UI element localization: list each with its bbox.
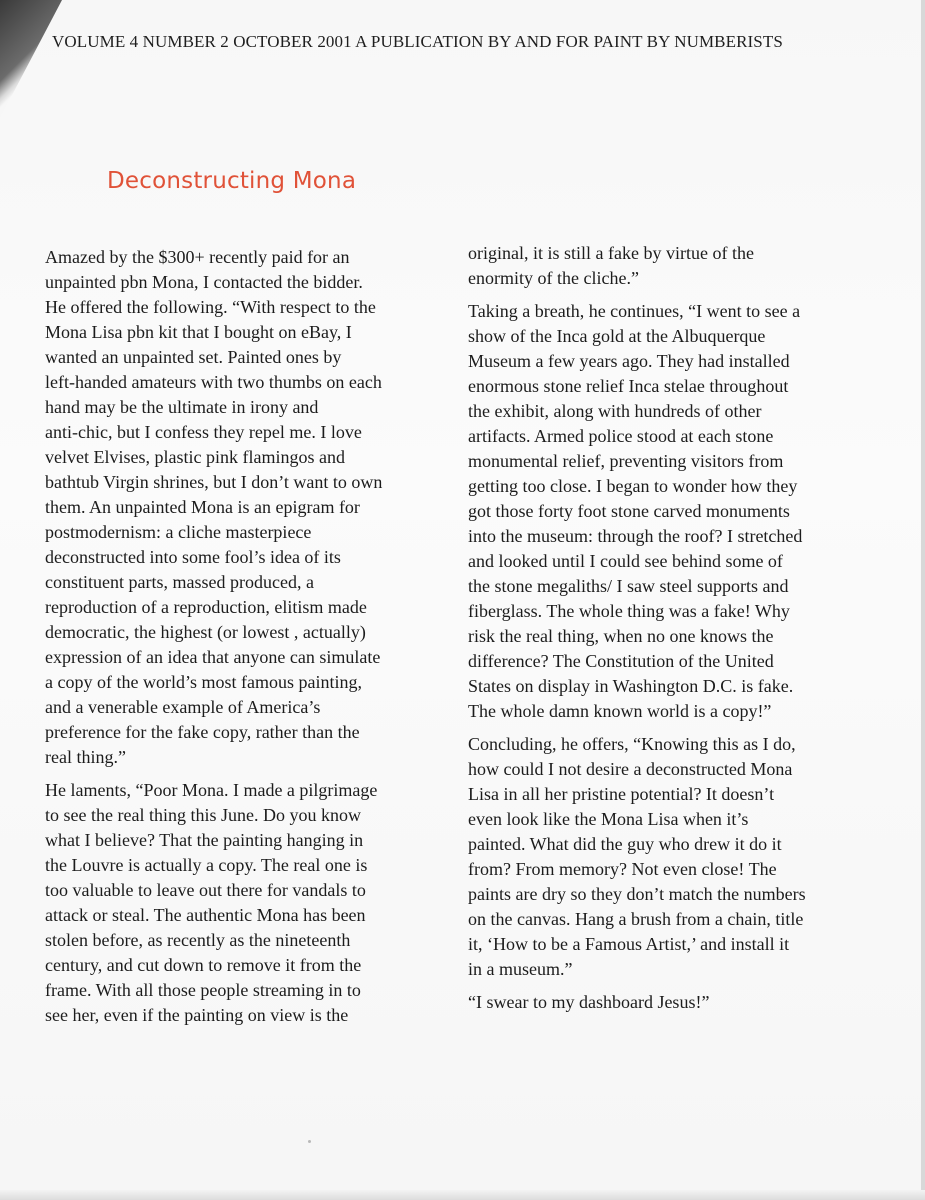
- paragraph: [468, 241, 868, 291]
- text-line: see her, even if the painting on view is the: [45, 1005, 349, 1025]
- text-line: from? From memory? Not even close! The: [468, 859, 777, 879]
- text-line: even look like the Mona Lisa when it’s: [468, 809, 749, 829]
- text-line: Lisa in all her pristine potential? It doesn’t: [468, 784, 775, 804]
- text-line: in a museum.”: [468, 959, 573, 979]
- speck: [308, 1140, 311, 1143]
- text-line: enormous stone relief Inca stelae throughout: [468, 376, 789, 396]
- text-line: Taking a breath, he continues, “I went to see a: [468, 301, 801, 321]
- paragraph: [468, 299, 868, 724]
- text-line: He laments, “Poor Mona. I made a pilgrimage: [45, 780, 378, 800]
- text-line: Museum a few years ago. They had installed: [468, 351, 790, 371]
- text-line: deconstructed into some fool’s idea of its: [45, 547, 341, 567]
- folded-corner: [0, 0, 62, 118]
- text-line: wanted an unpainted set. Painted ones by: [45, 347, 342, 367]
- text-line: on the canvas. Hang a brush from a chain, title: [468, 909, 804, 929]
- text-line: getting too close. I began to wonder how they: [468, 476, 798, 496]
- text-line: and looked until I could see behind some of: [468, 551, 783, 571]
- text-line: unpainted pbn Mona, I contacted the bidder.: [45, 272, 363, 292]
- paragraph: [468, 990, 868, 1015]
- text-line: into the museum: through the roof? I stretched: [468, 526, 803, 546]
- text-line: hand may be the ultimate in irony and: [45, 397, 319, 417]
- text-line: Mona Lisa pbn kit that I bought on eBay, I: [45, 322, 352, 342]
- text-line: paints are dry so they don’t match the numbers: [468, 884, 806, 904]
- paragraph: [45, 245, 445, 770]
- text-line: century, and cut down to remove it from the: [45, 955, 362, 975]
- text-line: attack or steal. The authentic Mona has been: [45, 905, 366, 925]
- text-line: to see the real thing this June. Do you know: [45, 805, 361, 825]
- text-line: painted. What did the guy who drew it do it: [468, 834, 782, 854]
- text-line: risk the real thing, when no one knows the: [468, 626, 774, 646]
- page-right-edge: [921, 0, 925, 1200]
- text-line: “I swear to my dashboard Jesus!”: [468, 992, 710, 1012]
- text-line: expression of an idea that anyone can simulate: [45, 647, 381, 667]
- text-line: States on display in Washington D.C. is fake.: [468, 676, 794, 696]
- text-line: constituent parts, massed produced, a: [45, 572, 314, 592]
- paragraph: [45, 778, 445, 1028]
- masthead: VOLUME 4 NUMBER 2 OCTOBER 2001 A PUBLICATION BY AND FOR PAINT BY NUMBERISTS: [52, 32, 783, 51]
- paragraph: [468, 732, 868, 982]
- text-line: stolen before, as recently as the nineteenth: [45, 930, 351, 950]
- text-line: it, ‘How to be a Famous Artist,’ and install it: [468, 934, 790, 954]
- text-line: the Louvre is actually a copy. The real one is: [45, 855, 368, 875]
- text-line: the exhibit, along with hundreds of other: [468, 401, 762, 421]
- left-column: [45, 245, 445, 1036]
- text-line: artifacts. Armed police stood at each stone: [468, 426, 774, 446]
- text-line: real thing.”: [45, 747, 126, 767]
- text-line: and a venerable example of America’s: [45, 697, 321, 717]
- text-line: monumental relief, preventing visitors from: [468, 451, 784, 471]
- text-line: reproduction of a reproduction, elitism made: [45, 597, 367, 617]
- text-line: Concluding, he offers, “Knowing this as I do,: [468, 734, 796, 754]
- text-line: left-handed amateurs with two thumbs on each: [45, 372, 382, 392]
- text-line: bathtub Virgin shrines, but I don’t want to own: [45, 472, 383, 492]
- text-line: Amazed by the $300+ recently paid for an: [45, 247, 350, 267]
- text-line: He offered the following. “With respect to the: [45, 297, 376, 317]
- text-line: difference? The Constitution of the United: [468, 651, 774, 671]
- text-line: too valuable to leave out there for vandals to: [45, 880, 366, 900]
- text-line: them. An unpainted Mona is an epigram for: [45, 497, 360, 517]
- page-bottom-edge: [0, 1190, 925, 1200]
- text-line: the stone megaliths/ I saw steel supports and: [468, 576, 789, 596]
- text-line: what I believe? That the painting hanging in: [45, 830, 364, 850]
- text-line: fiberglass. The whole thing was a fake! Why: [468, 601, 790, 621]
- text-line: enormity of the cliche.”: [468, 268, 639, 288]
- text-line: a copy of the world’s most famous painting,: [45, 672, 362, 692]
- text-line: velvet Elvises, plastic pink flamingos and: [45, 447, 345, 467]
- text-line: got those forty foot stone carved monuments: [468, 501, 790, 521]
- text-line: The whole damn known world is a copy!”: [468, 701, 772, 721]
- text-line: show of the Inca gold at the Albuquerque: [468, 326, 766, 346]
- text-line: frame. With all those people streaming in to: [45, 980, 361, 1000]
- article-title: Deconstructing Mona: [107, 168, 357, 194]
- right-column: [468, 241, 868, 1023]
- text-line: preference for the fake copy, rather than the: [45, 722, 360, 742]
- text-line: original, it is still a fake by virtue of the: [468, 243, 754, 263]
- text-line: postmodernism: a cliche masterpiece: [45, 522, 312, 542]
- text-line: anti-chic, but I confess they repel me. I love: [45, 422, 362, 442]
- text-line: democratic, the highest (or lowest , actually): [45, 622, 366, 642]
- text-line: how could I not desire a deconstructed Mona: [468, 759, 793, 779]
